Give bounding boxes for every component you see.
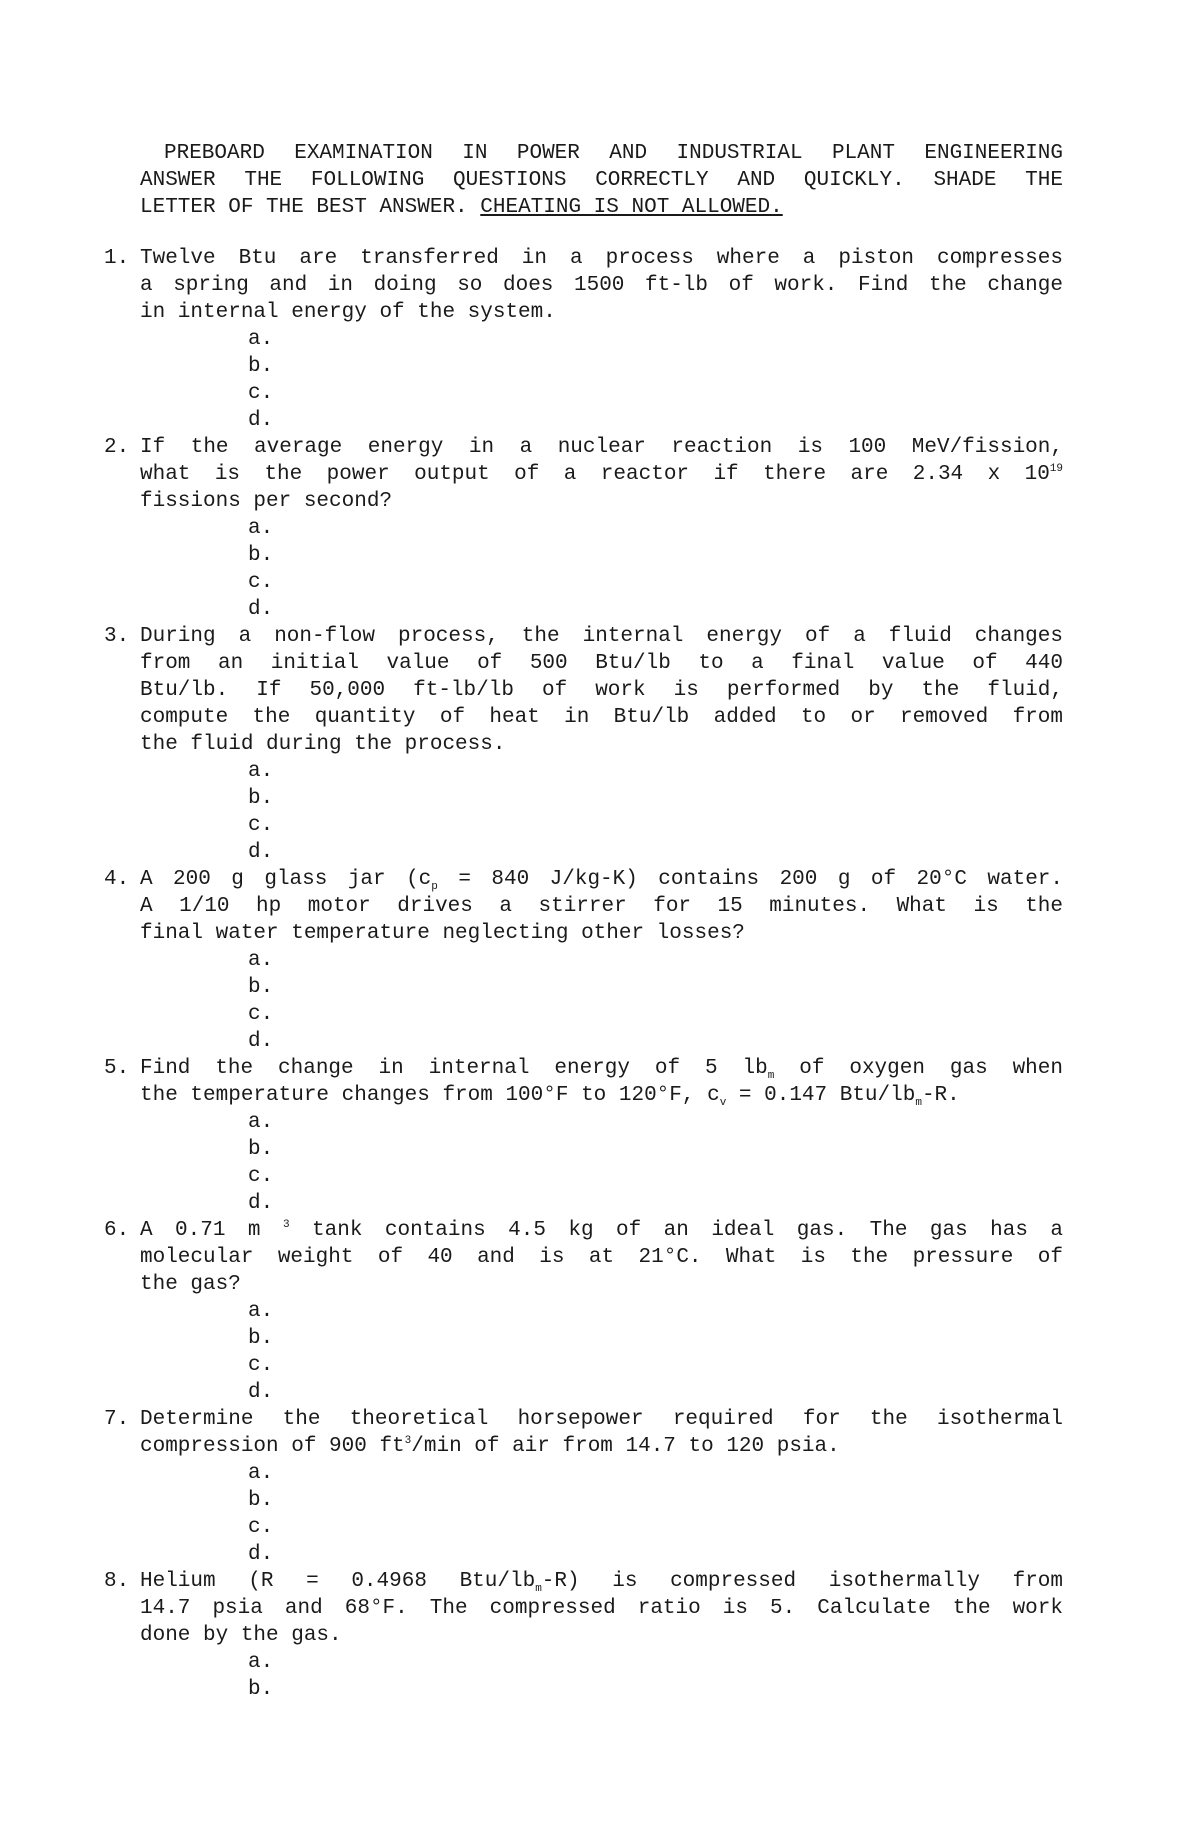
question-number: 4. [104, 868, 130, 891]
instructions-text: LETTER OF THE BEST ANSWER. [140, 196, 481, 219]
question-8 [100, 1568, 1063, 1703]
question-line: fissions per second? [140, 490, 393, 513]
choice-c[interactable]: c. [248, 1354, 274, 1377]
question-number: 5. [104, 1057, 130, 1080]
question-text: A 200 g glass jar (c [140, 868, 432, 891]
choice-a[interactable]: a. [248, 760, 274, 783]
question-number: 3. [104, 625, 130, 648]
question-stem [140, 245, 1063, 326]
choice-a[interactable]: a. [248, 949, 274, 972]
question-line [140, 461, 1063, 488]
choice-d[interactable]: d. [248, 598, 274, 621]
choice-a[interactable]: a. [248, 1111, 274, 1134]
choice-a[interactable]: a. [248, 328, 274, 351]
superscript: 3 [404, 1435, 412, 1447]
superscript: 19 [1049, 463, 1063, 475]
subscript: m [535, 1583, 542, 1596]
choice-a[interactable]: a. [248, 517, 274, 540]
question-6 [100, 1217, 1063, 1406]
choice-b[interactable]: b. [248, 1489, 274, 1512]
question-text: = 840 J/kg-K) contains 200 g of 20°C water. [437, 868, 1063, 891]
question-line: in internal energy of the system. [140, 301, 556, 324]
choice-b[interactable]: b. [248, 1327, 274, 1350]
question-number: 1. [104, 247, 130, 270]
question-number: 8. [104, 1570, 130, 1593]
choice-c[interactable]: c. [248, 814, 274, 837]
question-line [140, 1433, 1063, 1460]
subscript: v [719, 1097, 727, 1110]
question-line: Btu/lb. If 50,000 ft-lb/lb of work is performed by the fluid, [140, 679, 1063, 702]
question-text: tank contains 4.5 kg of an ideal gas. The gas has a [289, 1219, 1063, 1242]
question-line: 14.7 psia and 68°F. The compressed ratio is 5. Calculate the work [140, 1597, 1063, 1620]
subscript: m [915, 1097, 922, 1110]
question-text: the temperature changes from 100°F to 120°F, c [140, 1084, 720, 1107]
choice-b[interactable]: b. [248, 1678, 274, 1701]
question-text: = 0.147 Btu/lb [726, 1084, 916, 1107]
question-line: the fluid during the process. [140, 733, 506, 756]
question-7 [100, 1406, 1063, 1568]
question-line: final water temperature neglecting other losses? [140, 922, 745, 945]
question-line: Determine the theoretical horsepower required for the isothermal [140, 1408, 1063, 1431]
choice-b[interactable]: b. [248, 355, 274, 378]
choice-b[interactable]: b. [248, 976, 274, 999]
choice-c[interactable]: c. [248, 1516, 274, 1539]
question-number: 2. [104, 436, 130, 459]
instructions-line-1: ANSWER THE FOLLOWING QUESTIONS CORRECTLY AND QUICKLY. SHADE THE [140, 169, 1063, 192]
question-stem [140, 1217, 1063, 1298]
question-stem [140, 623, 1063, 758]
question-2 [100, 434, 1063, 623]
choice-d[interactable]: d. [248, 1192, 274, 1215]
question-text: Find the change in internal energy of 5 lb [140, 1057, 768, 1080]
choice-c[interactable]: c. [248, 1003, 274, 1026]
question-line: Twelve Btu are transferred in a process where a piston compresses [140, 247, 1063, 270]
choice-a[interactable]: a. [248, 1462, 274, 1485]
choice-b[interactable]: b. [248, 787, 274, 810]
question-line: molecular weight of 40 and is at 21°C. What is the pressure of [140, 1246, 1063, 1269]
question-list [100, 245, 1063, 1703]
choice-d[interactable]: d. [248, 841, 274, 864]
question-4 [100, 866, 1063, 1055]
subscript: m [767, 1070, 775, 1083]
question-line [140, 866, 1063, 893]
choice-c[interactable]: c. [248, 382, 274, 405]
choice-c[interactable]: c. [248, 1165, 274, 1188]
question-stem [140, 866, 1063, 947]
question-stem [140, 1568, 1063, 1649]
question-text: -R. [921, 1084, 960, 1107]
question-line: A 1/10 hp motor drives a stirrer for 15 minutes. What is the [140, 895, 1063, 918]
question-text: compression of 900 ft [140, 1435, 405, 1458]
question-line: compute the quantity of heat in Btu/lb added to or removed from [140, 706, 1063, 729]
question-line [140, 1082, 1063, 1109]
question-text: A 0.71 m [140, 1219, 283, 1242]
question-number: 6. [104, 1219, 130, 1242]
question-line [140, 1055, 1063, 1082]
question-line: If the average energy in a nuclear reaction is 100 MeV/fission, [140, 436, 1063, 459]
question-line: a spring and in doing so does 1500 ft-lb of work. Find the change [140, 274, 1063, 297]
question-line [140, 1568, 1063, 1595]
choice-a[interactable]: a. [248, 1651, 274, 1674]
exam-header [140, 140, 1063, 221]
question-line: done by the gas. [140, 1624, 342, 1647]
choice-d[interactable]: d. [248, 1381, 274, 1404]
question-stem [140, 1055, 1063, 1109]
choice-d[interactable]: d. [248, 1543, 274, 1566]
choice-b[interactable]: b. [248, 544, 274, 567]
question-text: of oxygen gas when [774, 1057, 1063, 1080]
question-line: During a non-flow process, the internal energy of a fluid changes [140, 625, 1063, 648]
cheating-warning: CHEATING IS NOT ALLOWED. [480, 196, 783, 219]
question-stem [140, 1406, 1063, 1460]
question-text: -R) is compressed isothermally from [541, 1570, 1063, 1593]
superscript: 3 [282, 1219, 290, 1231]
question-1 [100, 245, 1063, 434]
instructions-line-2 [140, 194, 1063, 221]
question-stem [140, 434, 1063, 515]
question-line: from an initial value of 500 Btu/lb to a final value of 440 [140, 652, 1063, 675]
question-number: 7. [104, 1408, 130, 1431]
exam-title: PREBOARD EXAMINATION IN POWER AND INDUSTRIAL PLANT ENGINEERING [164, 142, 1063, 165]
choice-d[interactable]: d. [248, 1030, 274, 1053]
question-5 [100, 1055, 1063, 1217]
question-text: /min of air from 14.7 to 120 psia. [411, 1435, 840, 1458]
subscript: p [431, 881, 438, 894]
question-line: the gas? [140, 1273, 241, 1296]
question-text: what is the power output of a reactor if there are 2.34 x 10 [140, 463, 1050, 486]
choice-b[interactable]: b. [248, 1138, 274, 1161]
question-3 [100, 623, 1063, 866]
choice-c[interactable]: c. [248, 571, 274, 594]
choice-a[interactable]: a. [248, 1300, 274, 1323]
question-line [140, 1217, 1063, 1244]
question-text: Helium (R = 0.4968 Btu/lb [140, 1570, 536, 1593]
choice-d[interactable]: d. [248, 409, 274, 432]
